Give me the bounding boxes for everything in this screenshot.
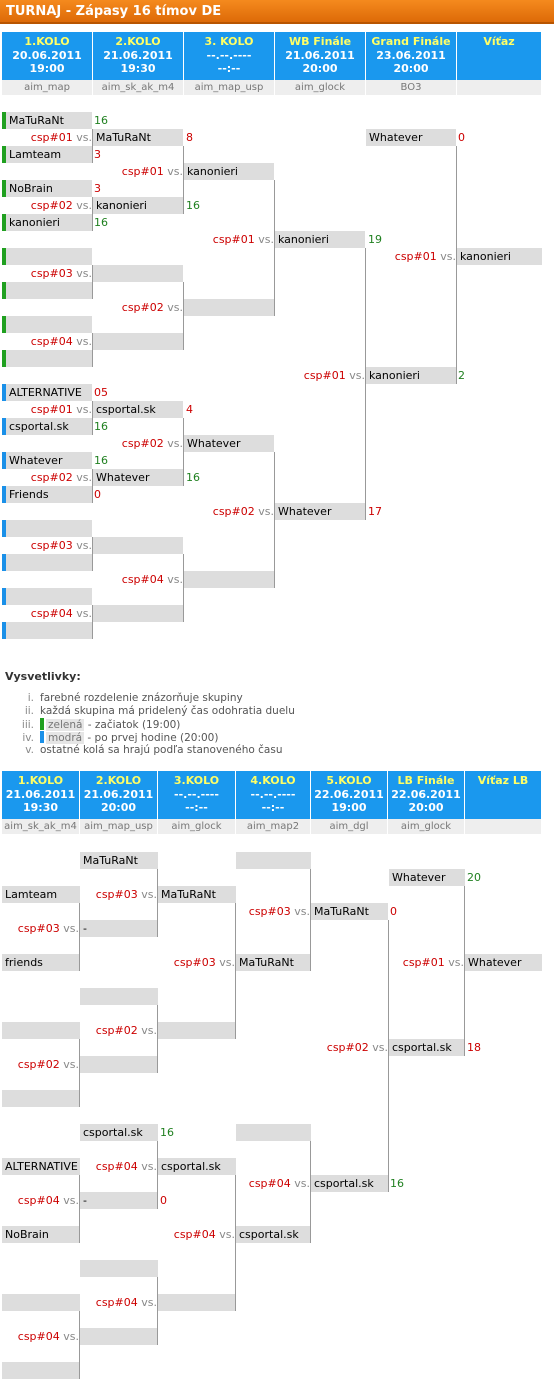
r1-team-slot [6, 282, 92, 299]
vs-label: vs. [436, 250, 456, 263]
blue-swatch [40, 731, 44, 743]
match-id: csp#01 [212, 233, 255, 246]
connector-line [274, 452, 275, 588]
match-label [71, 886, 157, 903]
vs-label: vs. [72, 539, 92, 552]
legend-number: iii. [21, 719, 34, 731]
score: 0 [160, 1194, 167, 1207]
lb-round-date: 22.06.2011 [314, 788, 384, 801]
legend-item [10, 744, 295, 757]
wb-round-time: 19:30 [120, 62, 156, 75]
match-label [149, 1226, 235, 1243]
wb-round-time: 20:00 [393, 62, 429, 75]
lb-r4-slot: csportal.sk [236, 1226, 311, 1243]
vs-label: vs. [72, 267, 92, 280]
vs-label: vs. [163, 165, 183, 178]
match-id: csp#02 [212, 505, 255, 518]
legend-color-word: modrá [48, 732, 83, 744]
match-id: csp#03 [248, 905, 291, 918]
lb-r1-slot: friends [2, 954, 80, 971]
wb-round-map [457, 80, 542, 95]
page-title: TURNAJ - Zápasy 16 tímov DE [0, 0, 554, 24]
match-label [0, 1056, 79, 1073]
connector-line [157, 1277, 158, 1345]
wb-round-date: 21.06.2011 [285, 49, 355, 62]
lb-r2-slot: MaTuRaNt [80, 852, 158, 869]
connector-line [157, 869, 158, 937]
vs-label: vs. [137, 1024, 157, 1037]
lb-r1-slot [2, 1022, 80, 1039]
lb-round-time: 19:30 [22, 801, 58, 814]
vs-label: vs. [72, 199, 92, 212]
connector-line [235, 903, 236, 1039]
match-label [71, 1294, 157, 1311]
lb-round-name: 5.KOLO [326, 774, 372, 787]
match-id: csp#03 [30, 539, 73, 552]
wb-round-header [93, 32, 184, 80]
connector-line [79, 1039, 80, 1107]
lb-round-time: 20:00 [408, 801, 444, 814]
match-id: csp#01 [394, 250, 437, 263]
connector-line [183, 554, 184, 622]
match-id: csp#04 [30, 607, 73, 620]
lb-round-date: --.--.---- [250, 788, 296, 801]
r2-team-slot: csportal.sk [93, 401, 183, 418]
lb-round-name: Víťaz LB [477, 774, 529, 787]
lb-r5-slot: MaTuRaNt [311, 903, 388, 920]
lb-round-header [158, 771, 236, 819]
score: 16 [186, 471, 200, 484]
match-id: csp#04 [121, 573, 164, 586]
lb-r4-slot: MaTuRaNt [236, 954, 311, 971]
connector-line [183, 146, 184, 214]
score: 16 [390, 1177, 404, 1190]
wb-round-header [184, 32, 275, 80]
green-swatch [40, 718, 44, 730]
match-label [0, 920, 79, 937]
match-id: csp#04 [95, 1160, 138, 1173]
match-label [6, 605, 92, 622]
lb-r1-slot: Lamteam [2, 886, 80, 903]
match-id: csp#02 [17, 1058, 60, 1071]
wb-round-map: aim_sk_ak_m4 [93, 80, 184, 95]
lb-round-time: --:-- [261, 801, 285, 814]
match-label [224, 1175, 310, 1192]
match-label [6, 265, 92, 282]
lb-round-map: aim_glock [388, 819, 465, 834]
r1-team-slot [6, 316, 92, 333]
match-label [6, 537, 92, 554]
winner-slot: kanonieri [457, 248, 542, 265]
score: 0 [458, 131, 465, 144]
score: 19 [368, 233, 382, 246]
score: 3 [94, 182, 101, 195]
lb-r2-slot [80, 1260, 158, 1277]
connector-line [310, 869, 311, 971]
r1-team-slot: Lamteam [6, 146, 92, 163]
vs-label: vs. [290, 1177, 310, 1190]
wb-round-map: BO3 [366, 80, 457, 95]
wb-round-header [2, 32, 93, 80]
vs-label: vs. [163, 437, 183, 450]
lb-r3-slot: MaTuRaNt [158, 886, 236, 903]
vs-label: vs. [72, 403, 92, 416]
lb-round-time: 19:00 [331, 801, 367, 814]
r1-team-slot: NoBrain [6, 180, 92, 197]
match-label [370, 248, 456, 265]
connector-line [79, 1175, 80, 1243]
vs-label: vs. [72, 335, 92, 348]
score: 20 [467, 871, 481, 884]
r2-team-slot: kanonieri [93, 197, 183, 214]
lb-round-header [236, 771, 311, 819]
vs-label: vs. [59, 1330, 79, 1343]
lb-round-name: LB Finále [397, 774, 455, 787]
wb-round-name: 1.KOLO [24, 35, 70, 48]
r2-team-slot [93, 537, 183, 554]
score: 17 [368, 505, 382, 518]
lb-r1-slot: ALTERNATIVE [2, 1158, 80, 1175]
r1-team-slot: MaTuRaNt [6, 112, 92, 129]
lb-r1-slot [2, 1090, 80, 1107]
match-label [6, 469, 92, 486]
match-id: csp#04 [173, 1228, 216, 1241]
lb-round-date: 21.06.2011 [83, 788, 154, 801]
score: 0 [94, 488, 101, 501]
vs-label: vs. [72, 471, 92, 484]
lb-r3-slot: csportal.sk [158, 1158, 236, 1175]
match-id: csp#04 [17, 1330, 60, 1343]
match-id: csp#03 [30, 267, 73, 280]
r1-team-slot [6, 554, 92, 571]
connector-line [365, 248, 366, 520]
r3-team-slot [184, 571, 274, 588]
score: 8 [186, 131, 193, 144]
connector-line [235, 1175, 236, 1311]
match-id: csp#02 [121, 301, 164, 314]
connector-line [310, 1141, 311, 1243]
r2-team-slot: Whatever [93, 469, 183, 486]
grand-final-slot: Whatever [366, 129, 456, 146]
vs-label: vs. [254, 505, 274, 518]
r2-team-slot [93, 333, 183, 350]
wb-round-header [457, 32, 542, 80]
r2-team-slot [93, 605, 183, 622]
lb-round-name: 4.KOLO [250, 774, 296, 787]
score: 4 [186, 403, 193, 416]
match-id: csp#01 [30, 131, 73, 144]
match-label [302, 1039, 388, 1056]
lb-round-map [465, 819, 542, 834]
connector-line [79, 903, 80, 971]
legend-item [10, 731, 295, 744]
legend-text: ostatné kolá sa hrajú podľa stanoveného času [40, 744, 283, 756]
connector-line [456, 146, 457, 384]
score: 2 [458, 369, 465, 382]
match-id: csp#03 [173, 956, 216, 969]
lb-winner-slot: Whatever [465, 954, 542, 971]
vs-label: vs. [137, 1296, 157, 1309]
match-label [97, 435, 183, 452]
match-id: csp#04 [30, 335, 73, 348]
lb-round-map: aim_dgl [311, 819, 388, 834]
match-id: csp#04 [17, 1194, 60, 1207]
r1-team-slot: ALTERNATIVE [6, 384, 92, 401]
r1-team-slot [6, 520, 92, 537]
vs-label: vs. [215, 1228, 235, 1241]
r1-team-slot: kanonieri [6, 214, 92, 231]
score: 05 [94, 386, 108, 399]
wb-round-map: aim_glock [275, 80, 366, 95]
legend-number: v. [25, 744, 34, 756]
lb-round-map: aim_map_usp [80, 819, 158, 834]
match-label [279, 367, 365, 384]
connector-line [79, 1311, 80, 1379]
connector-line [464, 886, 465, 1056]
lb-r5-slot: csportal.sk [311, 1175, 388, 1192]
wb-round-date: --.--.---- [206, 49, 252, 62]
lb-round-header [388, 771, 465, 819]
wb-round-time: 19:00 [29, 62, 65, 75]
match-label [71, 1022, 157, 1039]
match-label [0, 1328, 79, 1345]
wb-round-name: 3. KOLO [204, 35, 254, 48]
connector-line [274, 180, 275, 316]
vs-label: vs. [368, 1041, 388, 1054]
lb-round-map: aim_sk_ak_m4 [2, 819, 80, 834]
lb-round-map: aim_glock [158, 819, 236, 834]
match-label [0, 1192, 79, 1209]
lb-r2-slot: - [80, 1192, 158, 1209]
r2-team-slot: MaTuRaNt [93, 129, 183, 146]
r1-team-slot [6, 588, 92, 605]
vs-label: vs. [59, 1058, 79, 1071]
vs-label: vs. [444, 956, 464, 969]
r1-team-slot [6, 350, 92, 367]
lb-round-date: --.--.---- [174, 788, 219, 801]
vs-label: vs. [163, 573, 183, 586]
score: 16 [94, 454, 108, 467]
legend-number: i. [27, 692, 34, 704]
match-label [97, 163, 183, 180]
r1-team-slot: Friends [6, 486, 92, 503]
match-id: csp#02 [30, 199, 73, 212]
match-label [6, 401, 92, 418]
legend-text: farebné rozdelenie znázorňuje skupiny [40, 692, 243, 704]
match-label [6, 197, 92, 214]
lb-round-time: --:-- [185, 801, 208, 814]
vs-label: vs. [137, 888, 157, 901]
wb-round-header [366, 32, 457, 80]
match-id: csp#03 [17, 922, 60, 935]
grand-final-slot: kanonieri [366, 367, 456, 384]
lb-round-header [80, 771, 158, 819]
lb-r2-slot: - [80, 920, 158, 937]
lb-r4-slot [236, 1124, 311, 1141]
lb-r4-slot [236, 852, 311, 869]
legend-text: - začiatok (19:00) [84, 719, 181, 731]
vs-label: vs. [72, 131, 92, 144]
lb-r1-slot: NoBrain [2, 1226, 80, 1243]
match-label [378, 954, 464, 971]
wb-round-date: 20.06.2011 [12, 49, 82, 62]
lb-final-slot: csportal.sk [389, 1039, 465, 1056]
lb-round-header [2, 771, 80, 819]
match-label [97, 299, 183, 316]
score: 16 [160, 1126, 174, 1139]
wb-round-time: --:-- [217, 62, 241, 75]
legend-item [10, 692, 295, 705]
vs-label: vs. [59, 1194, 79, 1207]
lb-round-name: 2.KOLO [95, 774, 142, 787]
r1-team-slot [6, 248, 92, 265]
connector-line [183, 418, 184, 486]
r2-team-slot [93, 265, 183, 282]
score: 16 [94, 216, 108, 229]
score: 16 [94, 114, 108, 127]
r1-team-slot: csportal.sk [6, 418, 92, 435]
lb-r2-slot [80, 988, 158, 1005]
match-id: csp#02 [326, 1041, 369, 1054]
wb-round-time: 20:00 [302, 62, 338, 75]
wb-round-map: aim_map_usp [184, 80, 275, 95]
wb-round-name: WB Finále [288, 35, 352, 48]
r3-team-slot: Whatever [184, 435, 274, 452]
match-label [97, 571, 183, 588]
lb-round-date: 21.06.2011 [5, 788, 76, 801]
match-id: csp#03 [95, 888, 138, 901]
connector-line [157, 1005, 158, 1073]
lb-round-name: 3.KOLO [173, 774, 220, 787]
vs-label: vs. [72, 607, 92, 620]
wb-round-name: 2.KOLO [115, 35, 161, 48]
lb-round-map: aim_map2 [236, 819, 311, 834]
lb-r1-slot [2, 1294, 80, 1311]
vs-label: vs. [137, 1160, 157, 1173]
lb-r2-slot [80, 1056, 158, 1073]
match-label [149, 954, 235, 971]
lb-round-time: 20:00 [100, 801, 136, 814]
lb-r3-slot [158, 1294, 236, 1311]
wb-round-name: Víťaz [483, 35, 515, 48]
match-id: csp#01 [30, 403, 73, 416]
legend-list [10, 692, 295, 757]
match-id: csp#02 [30, 471, 73, 484]
vs-label: vs. [290, 905, 310, 918]
legend-number: ii. [24, 705, 34, 717]
match-label [188, 503, 274, 520]
connector-line [157, 1141, 158, 1209]
match-id: csp#04 [95, 1296, 138, 1309]
legend-text: - po prvej hodine (20:00) [84, 732, 219, 744]
match-id: csp#02 [95, 1024, 138, 1037]
legend-title: Vysvetlivky: [5, 670, 81, 683]
vs-label: vs. [254, 233, 274, 246]
match-label [71, 1158, 157, 1175]
lb-round-date: 22.06.2011 [391, 788, 461, 801]
lb-r2-slot: csportal.sk [80, 1124, 158, 1141]
score: 16 [94, 420, 108, 433]
match-id: csp#04 [248, 1177, 291, 1190]
vs-label: vs. [163, 301, 183, 314]
r1-team-slot [6, 622, 92, 639]
r1-team-slot: Whatever [6, 452, 92, 469]
score: 0 [390, 905, 397, 918]
lb-r3-slot [158, 1022, 236, 1039]
legend-item [10, 718, 295, 731]
match-id: csp#01 [121, 165, 164, 178]
match-id: csp#01 [402, 956, 445, 969]
wb-final-slot: kanonieri [275, 231, 365, 248]
vs-label: vs. [59, 922, 79, 935]
connector-line [183, 282, 184, 350]
match-label [188, 231, 274, 248]
lb-r1-slot [2, 1362, 80, 1379]
legend-item [10, 705, 295, 718]
match-label [6, 129, 92, 146]
wb-final-slot: Whatever [275, 503, 365, 520]
lb-round-header [465, 771, 542, 819]
lb-r2-slot [80, 1328, 158, 1345]
vs-label: vs. [345, 369, 365, 382]
lb-round-name: 1.KOLO [17, 774, 64, 787]
match-label [224, 903, 310, 920]
match-label [6, 333, 92, 350]
legend-text: každá skupina má pridelený čas odohratia duelu [40, 705, 295, 717]
lb-round-header [311, 771, 388, 819]
wb-round-map: aim_map [2, 80, 93, 95]
match-id: csp#01 [303, 369, 346, 382]
r3-team-slot [184, 299, 274, 316]
wb-round-header [275, 32, 366, 80]
wb-round-name: Grand Finále [371, 35, 451, 48]
score: 18 [467, 1041, 481, 1054]
score: 16 [186, 199, 200, 212]
lb-final-slot: Whatever [389, 869, 465, 886]
vs-label: vs. [215, 956, 235, 969]
match-id: csp#02 [121, 437, 164, 450]
wb-round-date: 21.06.2011 [103, 49, 173, 62]
r3-team-slot: kanonieri [184, 163, 274, 180]
legend-number: iv. [22, 732, 34, 744]
score: 3 [94, 148, 101, 161]
wb-round-date: 23.06.2011 [376, 49, 446, 62]
legend-color-word: zelená [48, 719, 83, 731]
